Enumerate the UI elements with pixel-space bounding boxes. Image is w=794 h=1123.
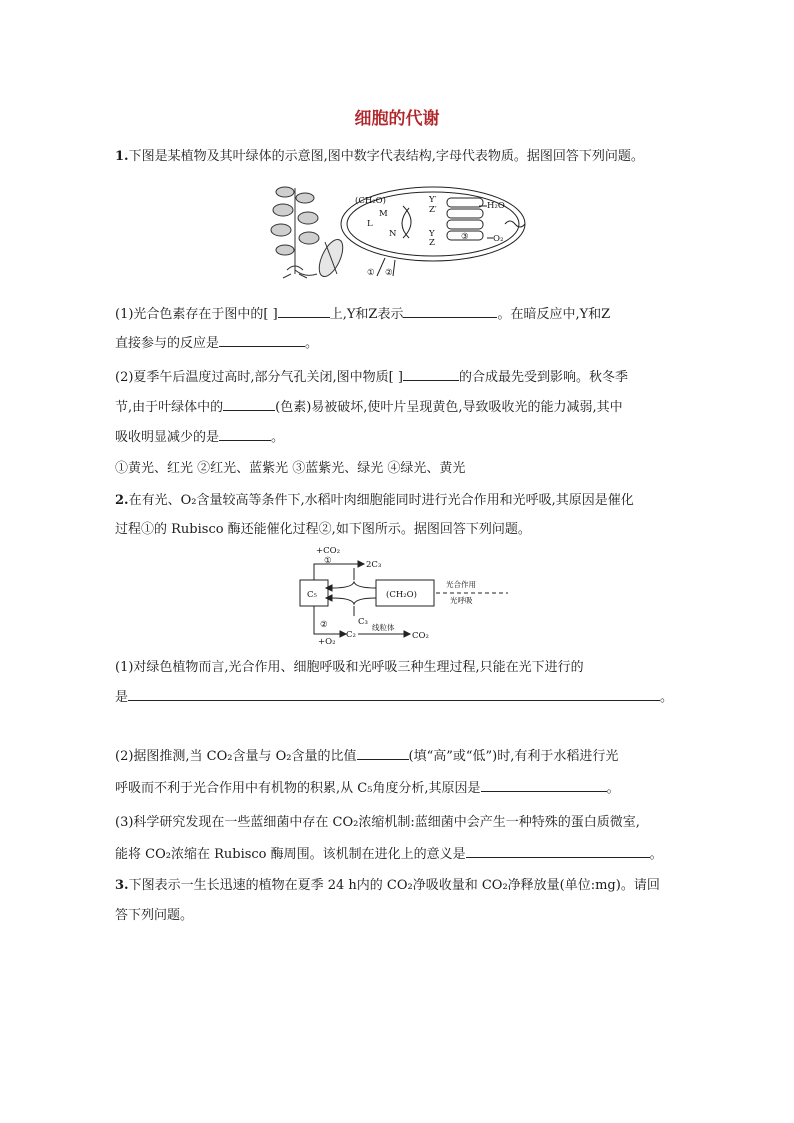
fig2-2c3: 2C₃ [366,560,382,570]
q2-stem-line1 [115,489,634,508]
q2-number: 2. [115,493,129,508]
fig1-zp: Z′ [429,205,437,215]
q2-part1-line2 [115,686,673,705]
q1-part1-text-a: (1)光合色素存在于图中的[ ] [115,307,278,322]
fig1-y: Y [429,229,435,239]
q1-part2-line3 [115,426,284,445]
q1-part2-text-c: 节,由于叶绿体中的 [115,400,224,415]
fig2-photosynthesis: 光合作用 [446,580,476,589]
q3-number: 3. [115,878,129,893]
q2-stem-line2: 过程①的 Rubisco 酶还能催化过程②,如下图所示。据图回答下列问题。 [115,522,531,537]
q2-part1-text-c: 。 [660,690,674,705]
q2-part3-text-c: 。 [649,847,663,862]
fig1-ch2o: (CH₂O) [355,196,386,206]
fig2-c5: C₅ [307,590,317,600]
q1-part1-blank3[interactable] [219,333,305,347]
q1-part2-line2 [115,396,623,415]
q2-part3-text-b: 能将 CO₂浓缩在 Rubisco 酶周围。该机制在进化上的意义是 [115,847,466,862]
q2-part3-line1: (3)科学研究发现在一些蓝细菌中存在 CO₂浓缩机制:蓝细菌中会产生一种特殊的蛋白质微室, [115,815,640,830]
q1-part1-blank1[interactable] [278,304,330,318]
q1-options: ①黄光、红光 ②红光、蓝紫光 ③蓝紫光、绿光 ④绿光、黄光 [115,461,466,476]
q1-part2-text-e: 吸收明显减少的是 [115,430,220,445]
fig1-o2: O₂ [493,234,504,244]
q1-part2-text-a: (2)夏季午后温度过高时,部分气孔关闭,图中物质[ ] [115,370,403,385]
q1-stem [115,145,644,164]
q2-part2-text-c: 呼吸而不利于光合作用中有机物的积累,从 C₅角度分析,其原因是 [115,781,481,796]
q2-part2-line2 [115,777,620,796]
fig1-label-2: ② [385,268,393,278]
fig1-label-3: ③ [461,232,469,242]
q1-part1-line1 [115,303,610,322]
q1-part1-text-d: 直接参与的反应是 [115,336,220,351]
q2-part2-text-a: (2)据图推测,当 CO₂含量与 O₂含量的比值 [115,749,357,764]
plant-illustration [271,187,348,280]
q2-part2-text-b: (填“高”或“低”)时,有利于水稻进行光 [408,749,619,764]
q1-part2-text-d: (色素)易被破坏,使叶片呈现黄色,导致吸收光的能力减弱,其中 [275,400,623,415]
fig1-h2o: H₂O [487,201,505,211]
fig2-num1: ① [324,556,332,566]
q1-part2-blank1[interactable] [403,367,459,381]
fig1-m: M [379,209,388,219]
fig1-n: N [389,229,397,239]
fig2-ch2o: (CH₂O) [386,590,417,600]
q1-part2-text-b: 的合成最先受到影响。秋冬季 [458,370,628,385]
q2-part2-text-d: 。 [606,781,620,796]
fig1-label-1: ① [367,268,375,278]
fig2-co2-in: +CO₂ [316,546,341,556]
fig2-photorespiration: 光呼吸 [450,596,473,605]
q2-stem-text1: 在有光、O₂含量较高等条件下,水稻叶肉细胞能同时进行光合作用和光呼吸,其原因是催化 [128,493,634,508]
q1-part2-blank2[interactable] [223,397,275,411]
q3-stem-text1: 下图表示一生长迅速的植物在夏季 24 h内的 CO₂净吸收量和 CO₂净释放量(单位:mg)。请回 [128,878,660,893]
q1-part1-text-c: 。在暗反应中,Y和Z [497,307,611,322]
fig2-c3: C₃ [358,617,368,627]
photorespiration-figure [296,542,511,646]
q2-part3-line2 [115,843,663,862]
q1-part2-text-f: 。 [271,430,285,445]
fig1-z: Z [429,238,435,248]
q2-part1-text-b: 是 [115,690,129,705]
q1-number: 1. [115,149,129,164]
q1-stem-text: 下图是某植物及其叶绿体的示意图,图中数字代表结构,字母代表物质。据图回答下列问题。 [128,149,644,164]
q1-part1-text-e: 。 [305,336,319,351]
q2-part3-blank[interactable] [466,844,650,858]
q1-part2-blank3[interactable] [219,427,271,441]
fig2-o2-in: +O₂ [318,637,336,646]
q2-part1-line1: (1)对绿色植物而言,光合作用、细胞呼吸和光呼吸三种生理过程,只能在光下进行的 [115,660,584,675]
q1-part1-blank2[interactable] [403,304,497,318]
q1-part2-line1 [115,366,628,385]
q1-part1-line2 [115,332,318,351]
q2-part2-blank2[interactable] [481,778,607,792]
q3-stem-line2: 答下列问题。 [115,908,194,923]
fig1-yp: Y′ [429,195,437,205]
fig1-l: L [367,219,373,229]
fig2-num2: ② [320,620,328,630]
fig2-mitochondria: 线粒体 [372,623,395,632]
fig2-co2-out: CO₂ [412,631,429,641]
q1-part1-text-b: 上,Y和Z表示 [329,307,404,322]
q2-part2-blank1[interactable] [357,746,409,760]
page-title: 细胞的代谢 [354,109,440,129]
q3-stem-line1 [115,874,660,893]
q2-part2-line1 [115,745,618,764]
plant-chloroplast-figure [265,178,535,282]
q2-part1-blank[interactable] [128,687,660,701]
fig2-c2: C₂ [346,630,356,640]
